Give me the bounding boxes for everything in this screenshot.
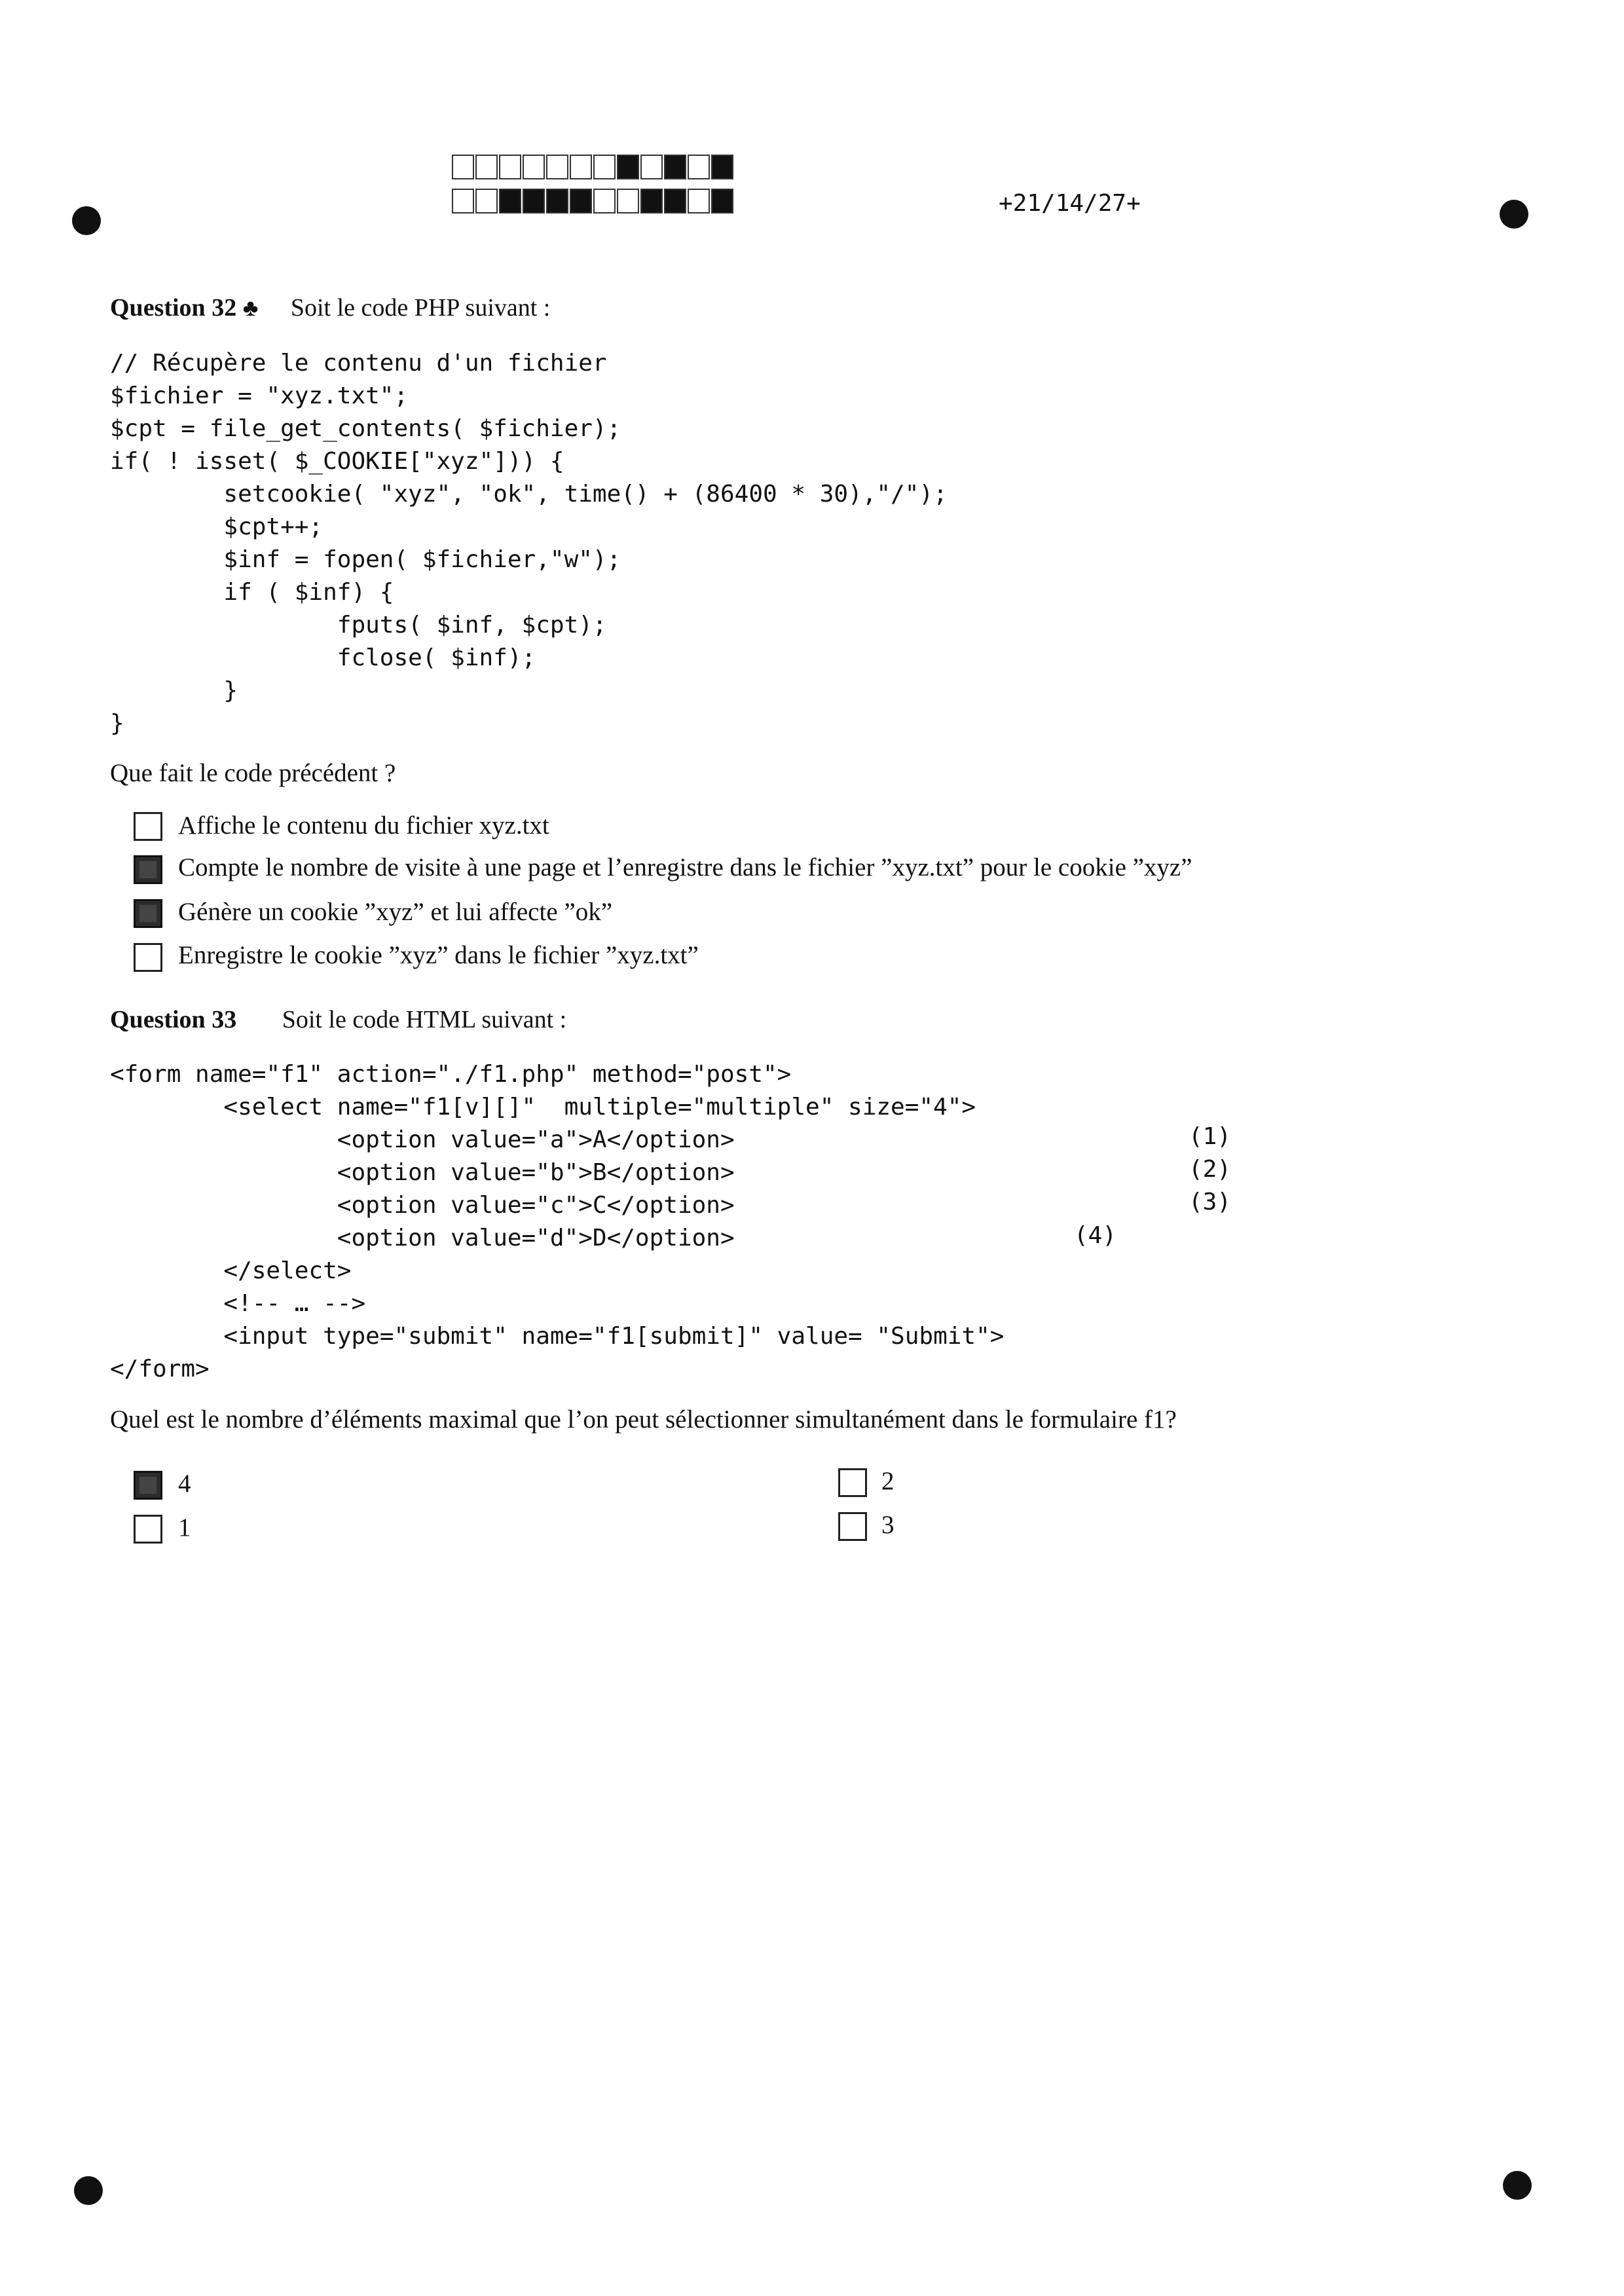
corner-mark-bottom-left <box>74 2176 103 2205</box>
corner-mark-top-right <box>1500 200 1528 229</box>
barcode-cell <box>593 189 616 213</box>
barcode-cell <box>617 189 639 213</box>
question-intro: Soit le code HTML suivant : <box>282 1006 567 1033</box>
answer-checkbox[interactable] <box>134 855 162 884</box>
code-marker: (2) <box>1189 1156 1232 1183</box>
barcode-cell <box>523 155 545 179</box>
barcode-cell <box>664 155 686 179</box>
barcode-cell <box>475 189 498 213</box>
answer-label: Génère un cookie ”xyz” et lui affecte ”ok” <box>178 898 612 926</box>
barcode-cell <box>523 189 545 213</box>
question-number: Question 33 <box>110 1006 237 1033</box>
barcode-row-2 <box>452 189 735 213</box>
answer-checkbox[interactable] <box>134 1471 162 1500</box>
answer-label: Enregistre le cookie ”xyz” dans le fichier ”xyz.txt” <box>178 941 699 969</box>
barcode-cell <box>688 155 710 179</box>
answer-checkbox[interactable] <box>134 899 162 928</box>
barcode-cell <box>499 189 521 213</box>
barcode-cell <box>570 155 592 179</box>
barcode-cell <box>640 155 663 179</box>
code-marker: (4) <box>1074 1222 1117 1249</box>
question-intro: Soit le code PHP suivant : <box>290 294 551 322</box>
question-32-prompt: Que fait le code précédent ? <box>110 759 396 787</box>
question-33-prompt: Quel est le nombre d’éléments maximal que l’on peut sélectionner simultanément dans le formulaire f1? <box>110 1405 1177 1434</box>
question-33-header <box>110 1005 566 1034</box>
answer-label: Compte le nombre de visite à une page et l’enregistre dans le fichier ”xyz.txt” pour le cookie ”xyz” <box>178 853 1192 881</box>
answer-label: 1 <box>178 1513 191 1542</box>
barcode-cell <box>711 155 733 179</box>
answer-checkbox[interactable] <box>134 812 162 841</box>
code-marker: (1) <box>1189 1123 1232 1150</box>
html-code-block: <form name="f1" action="./f1.php" method="post"> <select name="f1[v][]" multiple="multiple" size="4"> <option value="a">A</option> <option value="b">B</option> <option value="c">C</option> <option value="d">D</option> </select> <!-- … --> <input type="submit" name="f1[submit]" value= "Submit"> </form> <box>110 1061 1005 1382</box>
answer-checkbox[interactable] <box>134 943 162 972</box>
barcode-cell <box>452 155 474 179</box>
php-code-block: // Récupère le contenu d'un fichier $fichier = "xyz.txt"; $cpt = file_get_contents( $fichier); if( ! isset( $_COOKIE["xyz"])) { setcookie( "xyz", "ok", time() + (86400 * 30),"/"); $cpt++; $inf = fopen( $fichier,"w"); if ( $inf) { fputs( $inf, $cpt); fclose( $inf); } } <box>110 350 948 737</box>
barcode-cell <box>499 155 521 179</box>
barcode-cell <box>546 155 568 179</box>
answer-checkbox[interactable] <box>134 1515 162 1544</box>
answer-label: Affiche le contenu du fichier xyz.txt <box>178 811 549 840</box>
corner-mark-bottom-right <box>1503 2171 1532 2200</box>
sheet-code: +21/14/27+ <box>999 190 1141 217</box>
question-number: Question 32 <box>110 294 237 322</box>
barcode-cell <box>570 189 592 213</box>
barcode-cell <box>688 189 710 213</box>
answer-label: 2 <box>881 1467 895 1495</box>
answer-label: 4 <box>178 1470 191 1498</box>
barcode-cell <box>664 189 686 213</box>
corner-mark-top-left <box>72 206 101 235</box>
barcode-cell <box>617 155 639 179</box>
barcode-cell <box>475 155 498 179</box>
answer-label: 3 <box>881 1511 895 1539</box>
answer-checkbox[interactable] <box>838 1512 867 1541</box>
barcode-cell <box>711 189 733 213</box>
code-marker: (3) <box>1189 1189 1232 1215</box>
barcode-cell <box>452 189 474 213</box>
barcode-row-1 <box>452 155 735 179</box>
question-32-header <box>110 293 550 322</box>
club-icon: ♣ <box>242 295 259 321</box>
answer-checkbox[interactable] <box>838 1468 867 1497</box>
barcode-cell <box>640 189 663 213</box>
barcode-cell <box>546 189 568 213</box>
barcode-cell <box>593 155 616 179</box>
